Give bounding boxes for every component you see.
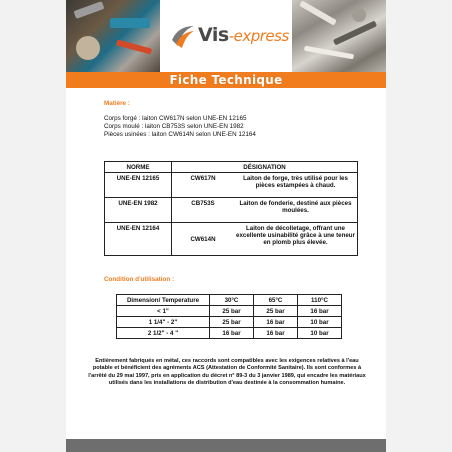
- norme-cell: UNE-EN 12164: [105, 223, 172, 256]
- dimension-cell: 1 1/4" - 2": [117, 317, 210, 328]
- condition-heading: Condition d'utilisation :: [104, 276, 175, 283]
- condition-table: [116, 294, 342, 339]
- norme-cell: UNE-EN 1982: [105, 198, 172, 223]
- col-header-norme: NORME: [105, 162, 172, 173]
- pressure-cell: 16 bar: [298, 306, 342, 317]
- pressure-cell: 25 bar: [210, 317, 254, 328]
- code-cell: CB753S: [172, 198, 235, 223]
- brand-name: Vis-express: [198, 24, 289, 46]
- table-row: [117, 317, 342, 328]
- page-title: Fiche Technique: [169, 73, 283, 87]
- desc-cell: Laiton de forge, très utilisé pour les pièces estampées à chaud.: [234, 173, 358, 198]
- document-page: [66, 0, 386, 452]
- dimension-cell: < 1": [117, 306, 210, 317]
- header-banner: [66, 0, 386, 72]
- col-header-30c: 30°C: [210, 295, 254, 306]
- table-header-row: [117, 295, 342, 306]
- table-row: [105, 198, 358, 223]
- logo-swoosh-icon: [170, 22, 196, 50]
- col-header-110c: 110°C: [298, 295, 342, 306]
- vis-express-logo: [170, 20, 288, 52]
- pressure-cell: 10 bar: [298, 317, 342, 328]
- desc-cell: Laiton de fonderie, destiné aux pièces moulées.: [234, 198, 358, 223]
- table-header-row: [105, 162, 358, 173]
- table-row: [105, 173, 358, 198]
- norm-table: [104, 161, 358, 256]
- norme-cell: UNE-EN 12165: [105, 173, 172, 198]
- col-header-designation: DÉSIGNATION: [172, 162, 358, 173]
- footer-bar: [66, 439, 386, 452]
- table-row: [117, 328, 342, 339]
- table-row: [117, 306, 342, 317]
- pressure-cell: 16 bar: [210, 328, 254, 339]
- dimension-cell: 2 1/2" - 4 ": [117, 328, 210, 339]
- code-cell: CW617N: [172, 173, 235, 198]
- matiere-line: Pièces usinées : laiton CW614N selon UNE-EN 12164: [104, 131, 256, 138]
- code-cell: CW614N: [172, 223, 235, 256]
- pressure-cell: 16 bar: [254, 328, 298, 339]
- pressure-cell: 25 bar: [210, 306, 254, 317]
- pressure-cell: 10 bar: [298, 328, 342, 339]
- compliance-note: Entièrement fabriqués en métal, ces raccords sont compatibles avec les exigences relatives à l'eau potable et bénéficient des agréments ACS (Attestation de Conformité Sanitaire). Ils sont conformes à l'arrêté du 29 mai 1997, pris en application du décret n° 89-3 du 3 janvier 1989, qui encadre les matériaux utilisés dans les installations de distribution d'eau destinée à la consommation humaine.: [88, 358, 366, 387]
- col-header-dimension: Dimension/ Temperature: [117, 295, 210, 306]
- title-bar: [66, 72, 386, 88]
- screws-photo: [292, 0, 386, 72]
- table-row: [105, 223, 358, 256]
- matiere-line: Corps forgé : laiton CW617N selon UNE-EN 12165: [104, 115, 247, 122]
- tools-photo: [66, 0, 160, 72]
- pressure-cell: 25 bar: [254, 306, 298, 317]
- matiere-heading: Matière :: [104, 100, 130, 107]
- desc-cell: Laiton de décolletage, offrant une excellente usinabilité grâce à une teneur en plomb plus élevée.: [234, 223, 358, 256]
- matiere-line: Corps moulé : laiton CB753S selon UNE-EN 1982: [104, 123, 244, 130]
- col-header-65c: 65°C: [254, 295, 298, 306]
- pressure-cell: 16 bar: [254, 317, 298, 328]
